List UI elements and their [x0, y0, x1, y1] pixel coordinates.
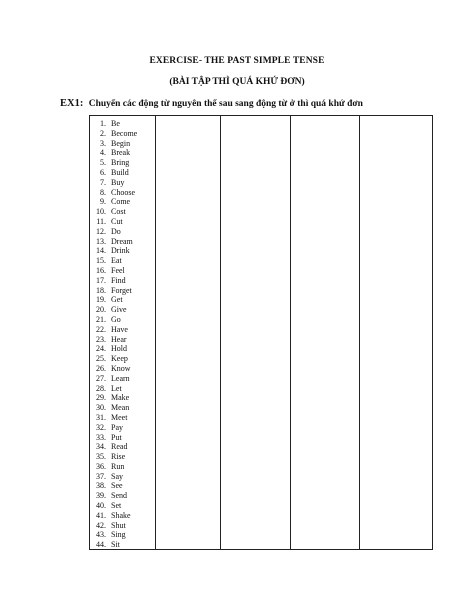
verb-number: 40.	[96, 501, 106, 511]
verb-number: 31.	[96, 412, 106, 422]
verb-number: 20.	[96, 305, 106, 315]
verb-number: 10.	[96, 207, 106, 217]
verb-word: Sing	[111, 530, 126, 540]
verb-word: Pay	[111, 422, 123, 432]
verb-word: Shake	[111, 510, 131, 520]
verb-number: 14.	[96, 246, 106, 256]
verb-number: 41.	[96, 510, 106, 520]
verb-list-item	[90, 188, 155, 198]
verb-word: Shut	[111, 520, 126, 530]
verb-list-item	[90, 246, 155, 256]
verb-word: Say	[111, 471, 123, 481]
verb-word: Know	[111, 363, 131, 373]
verb-word: Break	[111, 148, 131, 158]
verb-number: 2.	[100, 128, 106, 138]
verb-list	[90, 119, 155, 550]
verb-number: 4.	[100, 148, 106, 158]
verb-number: 15.	[96, 256, 106, 266]
verb-number: 32.	[96, 422, 106, 432]
verb-number: 35.	[96, 452, 106, 462]
verb-number: 11.	[96, 216, 106, 226]
verb-list-item	[90, 501, 155, 511]
verb-word: Have	[111, 324, 128, 334]
verb-list-item	[90, 197, 155, 207]
verb-list-item	[90, 393, 155, 403]
verb-number: 34.	[96, 442, 106, 452]
verb-list-item	[90, 384, 155, 394]
verb-number: 25.	[96, 354, 106, 364]
verb-number: 21.	[96, 314, 106, 324]
verb-list-item	[90, 452, 155, 462]
verb-list-item	[90, 491, 155, 501]
verb-list-item	[90, 295, 155, 305]
verb-list-item	[90, 481, 155, 491]
answer-column-1	[156, 116, 222, 549]
verb-list-item	[90, 178, 155, 188]
exercise-instruction: Chuyển các động từ nguyên thể sau sang động từ ở thì quá khứ đơn	[88, 99, 363, 109]
verb-number: 39.	[96, 491, 106, 501]
verb-list-item	[90, 521, 155, 531]
verb-word: Rise	[111, 452, 126, 462]
verb-number: 12.	[96, 226, 106, 236]
verb-number: 26.	[96, 363, 106, 373]
answer-column-4	[360, 116, 432, 549]
verb-word: Set	[111, 501, 122, 511]
verb-list-item	[90, 423, 155, 433]
verb-list-item	[90, 530, 155, 540]
verb-number: 28.	[96, 383, 106, 393]
verb-number: 5.	[100, 158, 106, 168]
page-subtitle: (BÀI TẬP THÌ QUÁ KHỨ ĐƠN)	[169, 77, 305, 87]
verb-word: Begin	[111, 138, 131, 148]
verb-word: Hold	[111, 344, 127, 354]
verb-number: 7.	[100, 177, 106, 187]
exercise-label: EX1:	[60, 98, 84, 109]
verb-number: 22.	[96, 324, 106, 334]
verb-list-item	[90, 413, 155, 423]
verb-word: Cost	[111, 207, 126, 217]
verb-list-item	[90, 344, 155, 354]
verb-number: 29.	[96, 393, 106, 403]
verb-list-item	[90, 442, 155, 452]
verb-list-item	[90, 129, 155, 139]
verb-number: 9.	[100, 197, 106, 207]
verb-word: Run	[111, 461, 125, 471]
verb-word: Choose	[111, 187, 135, 197]
verb-word: Be	[111, 119, 120, 128]
verb-number: 44.	[96, 540, 106, 550]
verb-list-item	[90, 276, 155, 286]
verb-number: 13.	[96, 236, 106, 246]
verb-number: 37.	[96, 471, 106, 481]
verb-number: 16.	[96, 265, 106, 275]
verb-list-item	[90, 364, 155, 374]
verb-number: 36.	[96, 461, 106, 471]
verb-word: Buy	[111, 177, 125, 187]
answer-column-2	[221, 116, 291, 549]
verb-word: Do	[111, 226, 121, 236]
verb-word: Eat	[111, 256, 122, 266]
verb-list-item	[90, 325, 155, 335]
verb-column	[90, 116, 156, 549]
verb-word: Get	[111, 295, 123, 305]
verb-word: Bring	[111, 158, 130, 168]
verb-list-item	[90, 227, 155, 237]
verb-list-item	[90, 374, 155, 384]
verb-list-item	[90, 335, 155, 345]
verb-word: Feel	[111, 265, 125, 275]
verb-list-item	[90, 237, 155, 247]
verb-word: Hear	[111, 334, 127, 344]
verb-word: Sit	[111, 540, 120, 550]
verb-word: Put	[111, 432, 122, 442]
verb-number: 33.	[96, 432, 106, 442]
verb-list-item	[90, 403, 155, 413]
verb-list-item	[90, 158, 155, 168]
verb-list-item	[90, 119, 155, 129]
verb-word: Give	[111, 305, 127, 315]
verb-number: 38.	[96, 481, 106, 491]
verb-word: Send	[111, 491, 127, 501]
verb-list-item	[90, 148, 155, 158]
verb-list-item	[90, 286, 155, 296]
verb-word: Dream	[111, 236, 133, 246]
verb-word: Mean	[111, 403, 130, 413]
verb-word: Find	[111, 275, 126, 285]
verb-list-item	[90, 540, 155, 550]
verb-number: 3.	[100, 138, 106, 148]
verb-list-item	[90, 266, 155, 276]
verb-list-item	[90, 217, 155, 227]
verb-table	[89, 115, 433, 550]
verb-number: 1.	[100, 119, 106, 128]
verb-word: Make	[111, 393, 130, 403]
verb-word: Become	[111, 128, 138, 138]
answer-column-3	[291, 116, 361, 549]
verb-word: Let	[111, 383, 122, 393]
verb-list-item	[90, 472, 155, 482]
verb-word: Read	[111, 442, 128, 452]
verb-number: 18.	[96, 285, 106, 295]
verb-word: Forget	[111, 285, 132, 295]
verb-list-item	[90, 256, 155, 266]
verb-number: 19.	[96, 295, 106, 305]
verb-word: Drink	[111, 246, 130, 256]
verb-list-item	[90, 305, 155, 315]
verb-number: 42.	[96, 520, 106, 530]
verb-word: Come	[111, 197, 131, 207]
verb-word: Build	[111, 167, 129, 177]
verb-number: 27.	[96, 373, 106, 383]
verb-number: 6.	[100, 167, 106, 177]
verb-list-item	[90, 315, 155, 325]
exercise-heading	[60, 98, 363, 109]
verb-word: Cut	[111, 216, 123, 226]
verb-number: 23.	[96, 334, 106, 344]
verb-list-item	[90, 354, 155, 364]
verb-number: 30.	[96, 403, 106, 413]
verb-word: Learn	[111, 373, 130, 383]
verb-list-item	[90, 139, 155, 149]
verb-word: Keep	[111, 354, 128, 364]
verb-word: See	[111, 481, 123, 491]
verb-list-item	[90, 462, 155, 472]
verb-list-item	[90, 511, 155, 521]
verb-number: 8.	[100, 187, 106, 197]
verb-list-item	[90, 433, 155, 443]
verb-number: 24.	[96, 344, 106, 354]
verb-word: Go	[111, 314, 121, 324]
verb-word: Meet	[111, 412, 128, 422]
page-title: EXERCISE- THE PAST SIMPLE TENSE	[149, 56, 325, 66]
verb-list-item	[90, 168, 155, 178]
verb-number: 17.	[96, 275, 106, 285]
verb-list-item	[90, 207, 155, 217]
verb-number: 43.	[96, 530, 106, 540]
